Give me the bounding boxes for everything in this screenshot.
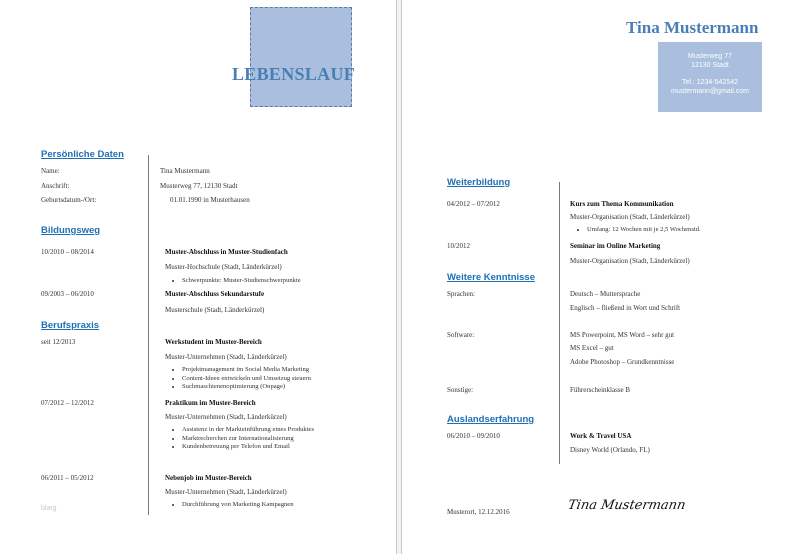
entry-title: Work & Travel USA: [570, 432, 632, 440]
contact-phone: Tel.: 1234-542542: [681, 79, 739, 86]
entry-bullets: [165, 277, 301, 286]
skills-line: Adobe Photoshop – Grundkenntnisse: [570, 358, 675, 366]
value-address: Musterweg 77, 12130 Stadt: [160, 182, 238, 190]
contact-city: 12130 Stadt: [691, 61, 729, 69]
cv-heading: LEBENSLAUF: [232, 64, 356, 84]
entry-date: 10/2012: [447, 242, 470, 250]
label-address: Anschrift:: [41, 182, 70, 190]
entry-date: 04/2012 – 07/2012: [447, 200, 500, 208]
skills-line: MS Powerpoint, MS Word – sehr gut: [570, 331, 675, 339]
skills-label-other: Sonstige:: [447, 386, 474, 394]
signature: Tina Mustermann: [566, 498, 687, 513]
list-item: • Projektmanagement im Social Media Marketing: [182, 366, 311, 375]
entry-org: Muster-Unternehmen (Stadt, Länderkürzel): [165, 488, 287, 496]
timeline-divider: [148, 155, 149, 515]
entry-org: Muster-Unternehmen (Stadt, Länderkürzel): [165, 413, 287, 421]
entry-date: 06/2011 – 05/2012: [41, 474, 94, 482]
list-item: • Content-Ideen entwickeln und Umsetzug steuern: [182, 375, 311, 384]
entry-date: 06/2010 – 09/2010: [447, 432, 500, 440]
contact-box: [658, 42, 762, 112]
entry-org: Muster-Organisation (Stadt, Länderkürzel): [570, 213, 690, 221]
entry-org: Musterschule (Stadt, Länderkürzel): [165, 306, 265, 314]
list-item: • Suchmaschienenoptimierung (Onpage): [182, 383, 311, 392]
skills-line: Führerscheinklasse B: [570, 386, 631, 394]
entry-bullets: [570, 226, 701, 235]
section-title-education: Bildungsweg: [41, 225, 101, 236]
entry-bullets: [165, 366, 311, 392]
header-name: Tina Mustermann: [626, 18, 759, 37]
skills-label-languages: Sprachen:: [447, 290, 475, 298]
skills-label-software: Software:: [447, 331, 475, 339]
skills-line: MS Excel – gut: [570, 344, 614, 352]
entry-title: Praktikum im Muster-Bereich: [165, 399, 256, 407]
entry-date: 07/2012 – 12/2012: [41, 399, 94, 407]
list-item: • Marktrecherchen zur Internationalisierung: [182, 435, 314, 444]
list-item: • Durchführung von Marketing Kampagnen: [182, 501, 294, 510]
entry-org: Muster-Hochschule (Stadt, Länderkürzel): [165, 263, 282, 271]
list-item: • Kundenbetreuung per Telefon und Email: [182, 443, 314, 452]
entry-title: Muster-Abschluss Sekundarstufe: [165, 290, 265, 298]
place-date: Musterort, 12.12.2016: [447, 508, 510, 516]
contact-street: Musterweg 77: [688, 53, 732, 60]
entry-org: Muster-Organisation (Stadt, Länderkürzel): [570, 257, 690, 265]
section-title-personal: Persönliche Daten: [41, 149, 124, 160]
label-birth: Geburtsdatum-/Ort:: [41, 196, 97, 204]
entry-bullets: [165, 501, 294, 510]
contact-email: mustermann@gmail.com: [671, 87, 749, 95]
entry-title: Seminar im Online Marketing: [570, 242, 661, 250]
watermark: blarg: [41, 505, 57, 512]
skills-line: Deutsch – Muttersprache: [570, 290, 641, 298]
entry-date: seit 12/2013: [41, 338, 76, 346]
entry-org: Disney World (Orlando, FL): [570, 446, 650, 454]
entry-title: Kurs zum Thema Kommunikation: [570, 200, 674, 208]
entry-org: Muster-Unternehmen (Stadt, Länderkürzel): [165, 353, 287, 361]
timeline-divider: [559, 182, 560, 464]
list-item: • Assistenz in der Markteinführung eines Produktes: [182, 426, 314, 435]
entry-title: Nebenjob im Muster-Bereich: [165, 474, 252, 482]
list-item: • Umfang: 12 Wochen mit je 2,5 Wochenstd.: [587, 226, 701, 235]
section-title-training: Weiterbildung: [447, 177, 511, 188]
section-title-skills: Weitere Kenntnisse: [447, 272, 535, 283]
list-item: • Schwerpunkte: Muster-Studienschwerpunkte: [182, 277, 301, 286]
label-name: Name:: [41, 167, 60, 175]
entry-date: 10/2010 – 08/2014: [41, 248, 94, 256]
entry-title: Werkstudent im Muster-Bereich: [165, 338, 262, 346]
value-name: Tina Mustermann: [160, 167, 210, 175]
skills-line: Englisch – fließend in Wort und Schrift: [570, 304, 681, 312]
cv-page-2: [401, 0, 797, 554]
cv-page-1: [0, 0, 397, 554]
entry-date: 09/2003 – 06/2010: [41, 290, 94, 298]
value-birth: 01.01.1990 in Musterhausen: [170, 196, 250, 204]
section-title-career: Berufspraxis: [41, 320, 100, 331]
entry-title: Muster-Abschluss in Muster-Studienfach: [165, 248, 288, 256]
header-color-box: [250, 7, 352, 107]
section-title-abroad: Auslandserfahrung: [447, 414, 535, 425]
entry-bullets: [165, 426, 314, 452]
